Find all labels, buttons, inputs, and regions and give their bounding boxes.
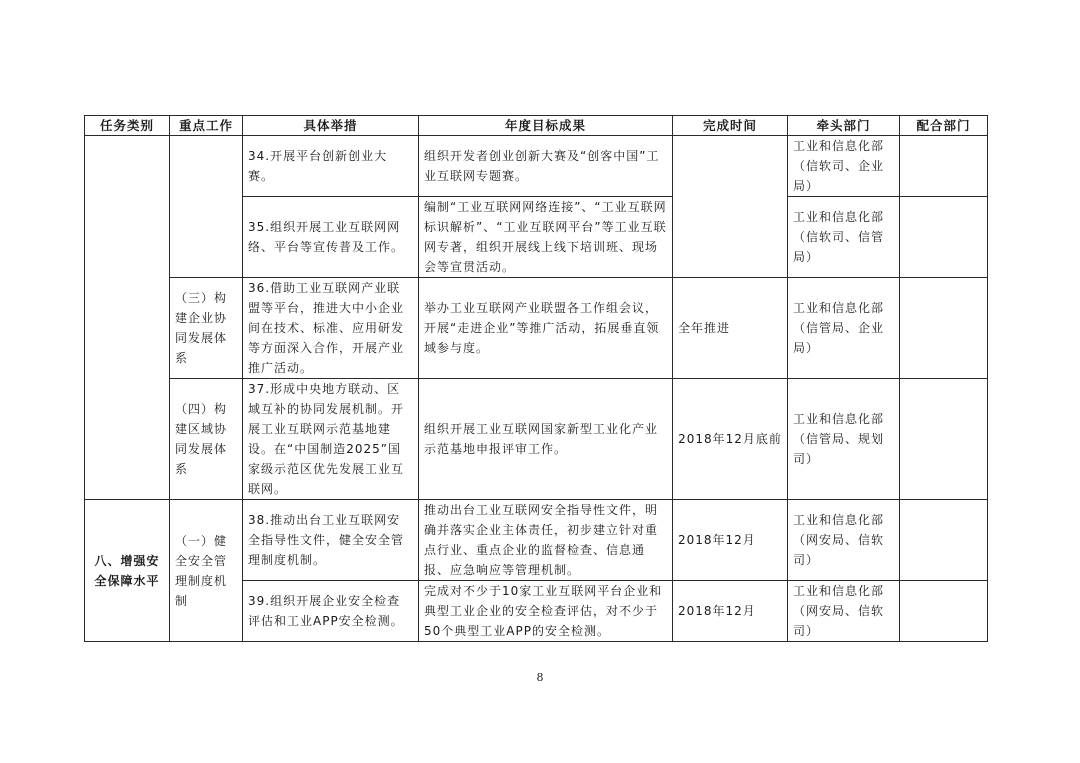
lead-cell: 工业和信息化部（信软司、信管局） [788, 197, 900, 278]
lead-cell: 工业和信息化部（信管局、企业局） [788, 278, 900, 379]
lead-cell: 工业和信息化部（信软司、企业局） [788, 136, 900, 197]
coop-cell [900, 500, 988, 581]
goal-cell: 推动出台工业互联网安全指导性文件，明确并落实企业主体责任，初步建立针对重点行业、重点企业的监督检查、信息通报、应急响应等管理机制。 [419, 500, 673, 581]
goal-cell: 编制“工业互联网网络连接”、“工业互联网标识解析”、“工业互联网平台”等工业互联网专著，组织开展线上线下培训班、现场会等宣贯活动。 [419, 197, 673, 278]
focus-cell: （四）构建区域协同发展体系 [170, 379, 243, 500]
time-cell: 2018年12月底前 [673, 379, 788, 500]
table-row [85, 278, 988, 379]
header-task-category: 任务类别 [85, 116, 170, 136]
focus-cell: （一）健全安全管理制度机制 [170, 500, 243, 642]
header-completion-time: 完成时间 [673, 116, 788, 136]
goal-cell: 组织开发者创业创新大赛及“创客中国”工业互联网专题赛。 [419, 136, 673, 197]
focus-cell-empty [170, 136, 243, 278]
header-annual-goals: 年度目标成果 [419, 116, 673, 136]
coop-cell [900, 197, 988, 278]
category-cell-empty [85, 136, 170, 500]
table-row [85, 379, 988, 500]
goal-cell: 举办工业互联网产业联盟各工作组会议，开展“走进企业”等推广活动，拓展垂直领域参与度。 [419, 278, 673, 379]
time-cell: 2018年12月 [673, 500, 788, 581]
goal-cell: 完成对不少于10家工业互联网平台企业和典型工业企业的安全检查评估，对不少于50个典型工业APP的安全检测。 [419, 581, 673, 642]
lead-cell: 工业和信息化部（网安局、信软司） [788, 500, 900, 581]
measure-cell: 34.开展平台创新创业大赛。 [243, 136, 419, 197]
coop-cell [900, 278, 988, 379]
table-row [85, 136, 988, 197]
header-specific-measures: 具体举措 [243, 116, 419, 136]
measure-cell: 37.形成中央地方联动、区域互补的协同发展机制。开展工业互联网示范基地建设。在“中国制造2025”国家级示范区优先发展工业互联网。 [243, 379, 419, 500]
header-key-work: 重点工作 [170, 116, 243, 136]
measure-cell: 35.组织开展工业互联网网络、平台等宣传普及工作。 [243, 197, 419, 278]
header-lead-department: 牵头部门 [788, 116, 900, 136]
task-table [84, 115, 988, 642]
coop-cell [900, 581, 988, 642]
measure-cell: 39.组织开展企业安全检查评估和工业APP安全检测。 [243, 581, 419, 642]
measure-cell: 38.推动出台工业互联网安全指导性文件，健全安全管理制度机制。 [243, 500, 419, 581]
coop-cell [900, 136, 988, 197]
lead-cell: 工业和信息化部（信管局、规划司） [788, 379, 900, 500]
time-cell: 全年推进 [673, 278, 788, 379]
header-cooperating-department: 配合部门 [900, 116, 988, 136]
category-cell: 八、增强安全保障水平 [85, 500, 170, 642]
table-header-row [85, 116, 988, 136]
focus-cell: （三）构建企业协同发展体系 [170, 278, 243, 379]
table-row [85, 500, 988, 581]
page-number: 8 [536, 671, 544, 684]
measure-cell: 36.借助工业互联网产业联盟等平台，推进大中小企业间在技术、标准、应用研发等方面深入合作，开展产业推广活动。 [243, 278, 419, 379]
lead-cell: 工业和信息化部（网安局、信软司） [788, 581, 900, 642]
time-cell: 2018年12月 [673, 581, 788, 642]
goal-cell: 组织开展工业互联网国家新型工业化产业示范基地申报评审工作。 [419, 379, 673, 500]
time-cell-empty [673, 136, 788, 278]
coop-cell [900, 379, 988, 500]
